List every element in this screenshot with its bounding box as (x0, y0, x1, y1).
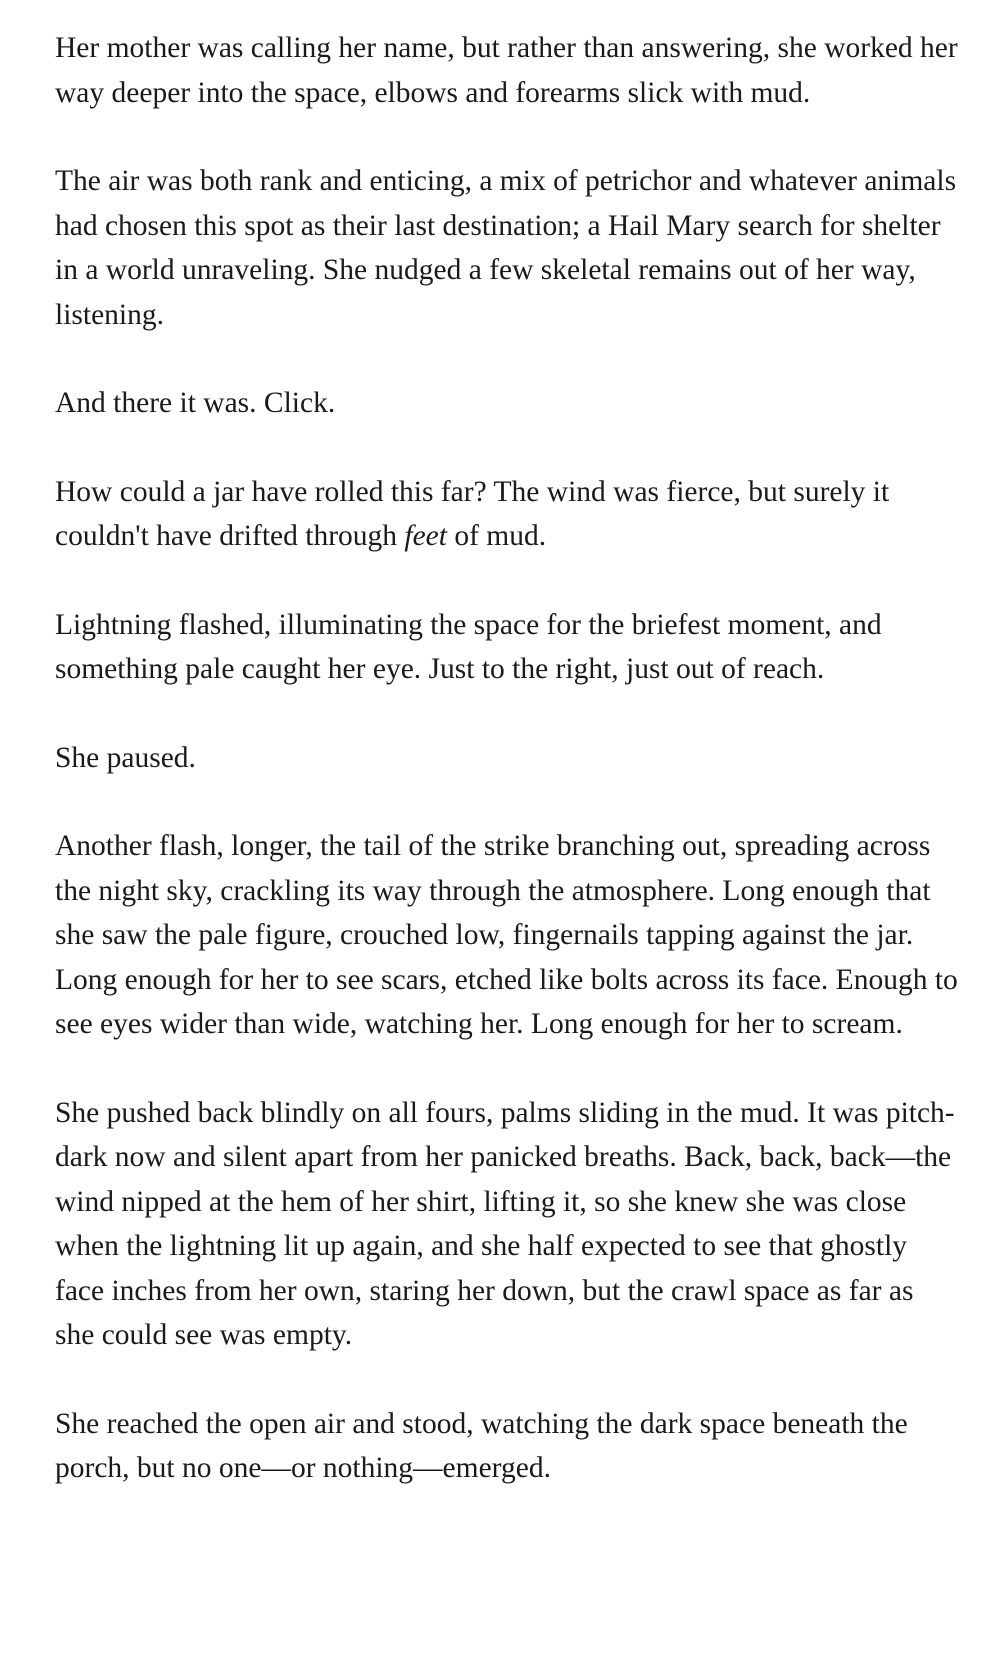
paragraph: She reached the open air and stood, watching the dark space beneath the porch, but no one—or nothing—emerged. (55, 1407, 908, 1484)
paragraph: She paused. (55, 741, 196, 774)
paragraph: Lightning flashed, illuminating the space for the briefest moment, and something pale caught her eye. Just to the right, just out of reach. (55, 608, 882, 685)
paragraph-text: How could a jar have rolled this far? The wind was fierce, but surely it couldn't have drifted through (55, 475, 890, 552)
paragraph: The air was both rank and enticing, a mix of petrichor and whatever animals had chosen this spot as their last destination; a Hail Mary search for shelter in a world unraveling. She nudged a few skeletal remains out of her way, listening. (55, 165, 957, 331)
paragraph: She pushed back blindly on all fours, palms sliding in the mud. It was pitch-dark now and silent apart from her panicked breaths. Back, back, back—the wind nipped at the hem of her shirt, lifting it, so she knew she was close when the lightning lit up again, and she half expected to see that ghostly face inches from her own, staring her down, but the crawl space as far as she could see was empty. (55, 1096, 955, 1351)
paragraph: Another flash, longer, the tail of the strike branching out, spreading across the night sky, crackling its way through the atmosphere. Long enough that she saw the pale figure, crouched low, fingernails tapping against the jar. Long enough for her to see scars, etched like bolts across its face. Enough to see eyes wider than wide, watching her. Long enough for her to scream. (55, 830, 958, 1040)
paragraph: Her mother was calling her name, but rather than answering, she worked her way deeper into the space, elbows and forearms slick with mud. (55, 32, 958, 109)
paragraph-text: of mud. (446, 520, 547, 552)
paragraph: And there it was. Click. (55, 387, 336, 419)
emphasized-word: feet (404, 520, 447, 552)
paragraph (55, 470, 960, 559)
story-text (55, 26, 960, 1491)
